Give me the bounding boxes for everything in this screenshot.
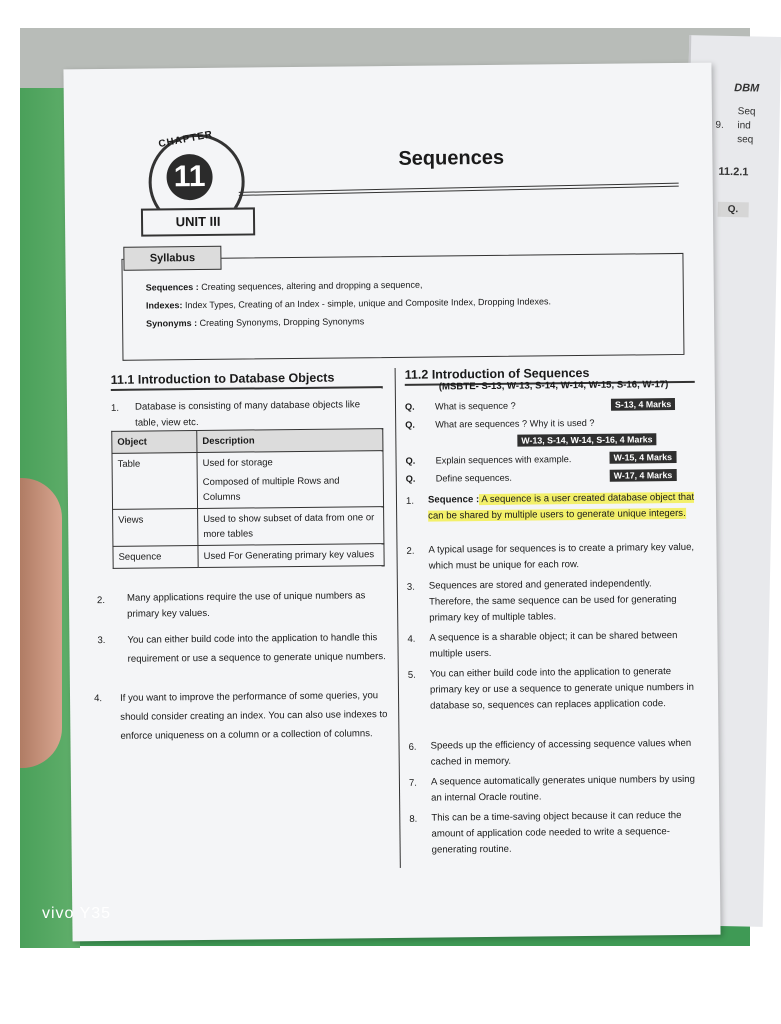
marks-badge: W-13, S-14, W-14, S-16, 4 Marks [517, 433, 656, 446]
question-text: Explain sequences with example. [435, 454, 572, 466]
syllabus-text: Index Types, Creating of an Index - simple, unique and Composite Index, Dropping Indexes. [182, 296, 552, 311]
next-page-line: seq [737, 134, 754, 146]
item-number: 4. [93, 693, 103, 705]
next-page-header: DBM [734, 82, 760, 95]
table-cell-description: Used For Generating primary key values [198, 544, 384, 568]
highlighted-text: A sequence is a user created database object that can be shared by multiple users to generate unique integers. [428, 491, 695, 522]
table-cell-description [197, 451, 384, 509]
question-label: Q. [405, 473, 416, 484]
item-number: 8. [409, 813, 418, 825]
next-page-line: Seq [737, 106, 756, 118]
sequence-definition [428, 490, 696, 525]
item-number: 3. [406, 581, 415, 593]
next-page-line: ind [737, 120, 751, 132]
definition-term: Sequence : [427, 494, 480, 506]
table-header-cell: Object [112, 431, 197, 454]
question-row [406, 473, 512, 484]
right-item: A sequence is a sharable object; it can be shared between multiple users. [429, 630, 678, 660]
right-item: A typical usage for sequences is to create a primary key value, which must be unique for each row. [428, 541, 695, 572]
syllabus-text: Creating sequences, altering and dropping a sequence, [198, 279, 423, 293]
table-row [113, 507, 384, 547]
question-row [405, 401, 516, 412]
right-item: Speeds up the efficiency of accessing sequence values when cached in memory. [430, 737, 692, 768]
description-line: Used for storage [202, 457, 273, 469]
finger [20, 478, 62, 768]
right-section-heading: 11.2 Introduction of Sequences [405, 365, 695, 386]
syllabus-term: Indexes: [145, 300, 183, 311]
right-item: You can either build code into the application to generate primary key or use a sequence to generate unique numbers in database so, sequences can replaces application code. [429, 666, 694, 712]
objects-table [111, 428, 384, 569]
item-number: 5. [407, 669, 416, 681]
left-item: You can either build code into the application to handle this requirement or use a sequence to generate unique numbers. [127, 632, 386, 665]
table-header-cell: Description [197, 429, 383, 453]
marks-badge: W-17, 4 Marks [610, 469, 677, 482]
unit-label: UNIT III [141, 207, 255, 236]
camera-watermark: vivo Y35 [42, 905, 112, 922]
msbte-reference: (MSBTE- S-13, W-13, S-14, W-14, W-15, S-16, W-17) [438, 379, 669, 393]
table-cell-object: Sequence [113, 546, 198, 569]
item-number: 7. [408, 777, 418, 789]
right-item: A sequence automatically generates unique numbers by using an internal Oracle routine. [430, 773, 695, 804]
next-page-question: Q. [718, 202, 749, 218]
question-text: What are sequences ? Why it is used ? [435, 417, 595, 430]
syllabus-term: Sequences : [145, 282, 199, 293]
chapter-title: Sequences [398, 146, 505, 170]
item-number: 1. [110, 402, 120, 414]
photo-background [20, 28, 760, 946]
question-row [405, 418, 594, 430]
syllabus-heading: Syllabus [123, 246, 221, 271]
left-section-heading: 11.1 Introduction to Database Objects [111, 370, 383, 391]
right-item: This can be a time-saving object because it can reduce the amount of application code needed to write a sequence-generating routine. [431, 809, 682, 856]
column-divider [395, 368, 401, 868]
marks-badge: S-13, 4 Marks [611, 398, 675, 411]
item-number: 2. [406, 545, 415, 557]
syllabus-text: Creating Synonyms, Dropping Synonyms [197, 316, 365, 329]
next-page-item-num: 9. [715, 119, 724, 131]
left-item: Many applications require the use of unique numbers as primary key values. [126, 590, 366, 620]
question-label: Q. [405, 455, 416, 466]
item-number: 2. [96, 595, 106, 607]
question-label: Q. [404, 401, 415, 412]
chapter-label: CHAPTER [157, 129, 215, 151]
table-cell-object: Table [112, 453, 198, 510]
item-number: 4. [407, 633, 416, 645]
left-item: If you want to improve the performance of some queries, you should consider creating an index. You can also use indexes to enforce uniqueness on a column or a collection of columns. [119, 690, 388, 742]
description-line: Composed of multiple Rows and Columns [202, 475, 340, 503]
question-row [406, 454, 572, 466]
next-page-section: 11.2.1 [718, 165, 749, 179]
title-rule [239, 183, 679, 196]
question-text: What is sequence ? [434, 400, 516, 412]
item-number: 1. [405, 495, 415, 507]
book-page [63, 63, 720, 942]
table-row [112, 451, 384, 510]
right-item: Sequences are stored and generated independently. Therefore, the same sequence can be used for generating primary key of multiple tables. [428, 578, 677, 624]
table-row [113, 544, 384, 569]
chapter-number: 11 [166, 154, 212, 200]
question-text: Define sequences. [435, 472, 512, 484]
marks-badge: W-15, 4 Marks [609, 451, 676, 464]
syllabus-term: Synonyms : [146, 318, 198, 329]
item-number: 3. [97, 635, 106, 647]
table-header-row [112, 429, 383, 454]
left-item: Database is consisting of many database objects like table, view etc. [134, 399, 361, 429]
table-cell-object: Views [113, 509, 198, 547]
table-cell-description: Used to show subset of data from one or more tables [198, 507, 384, 546]
item-number: 6. [408, 741, 417, 753]
question-label: Q. [405, 419, 415, 430]
